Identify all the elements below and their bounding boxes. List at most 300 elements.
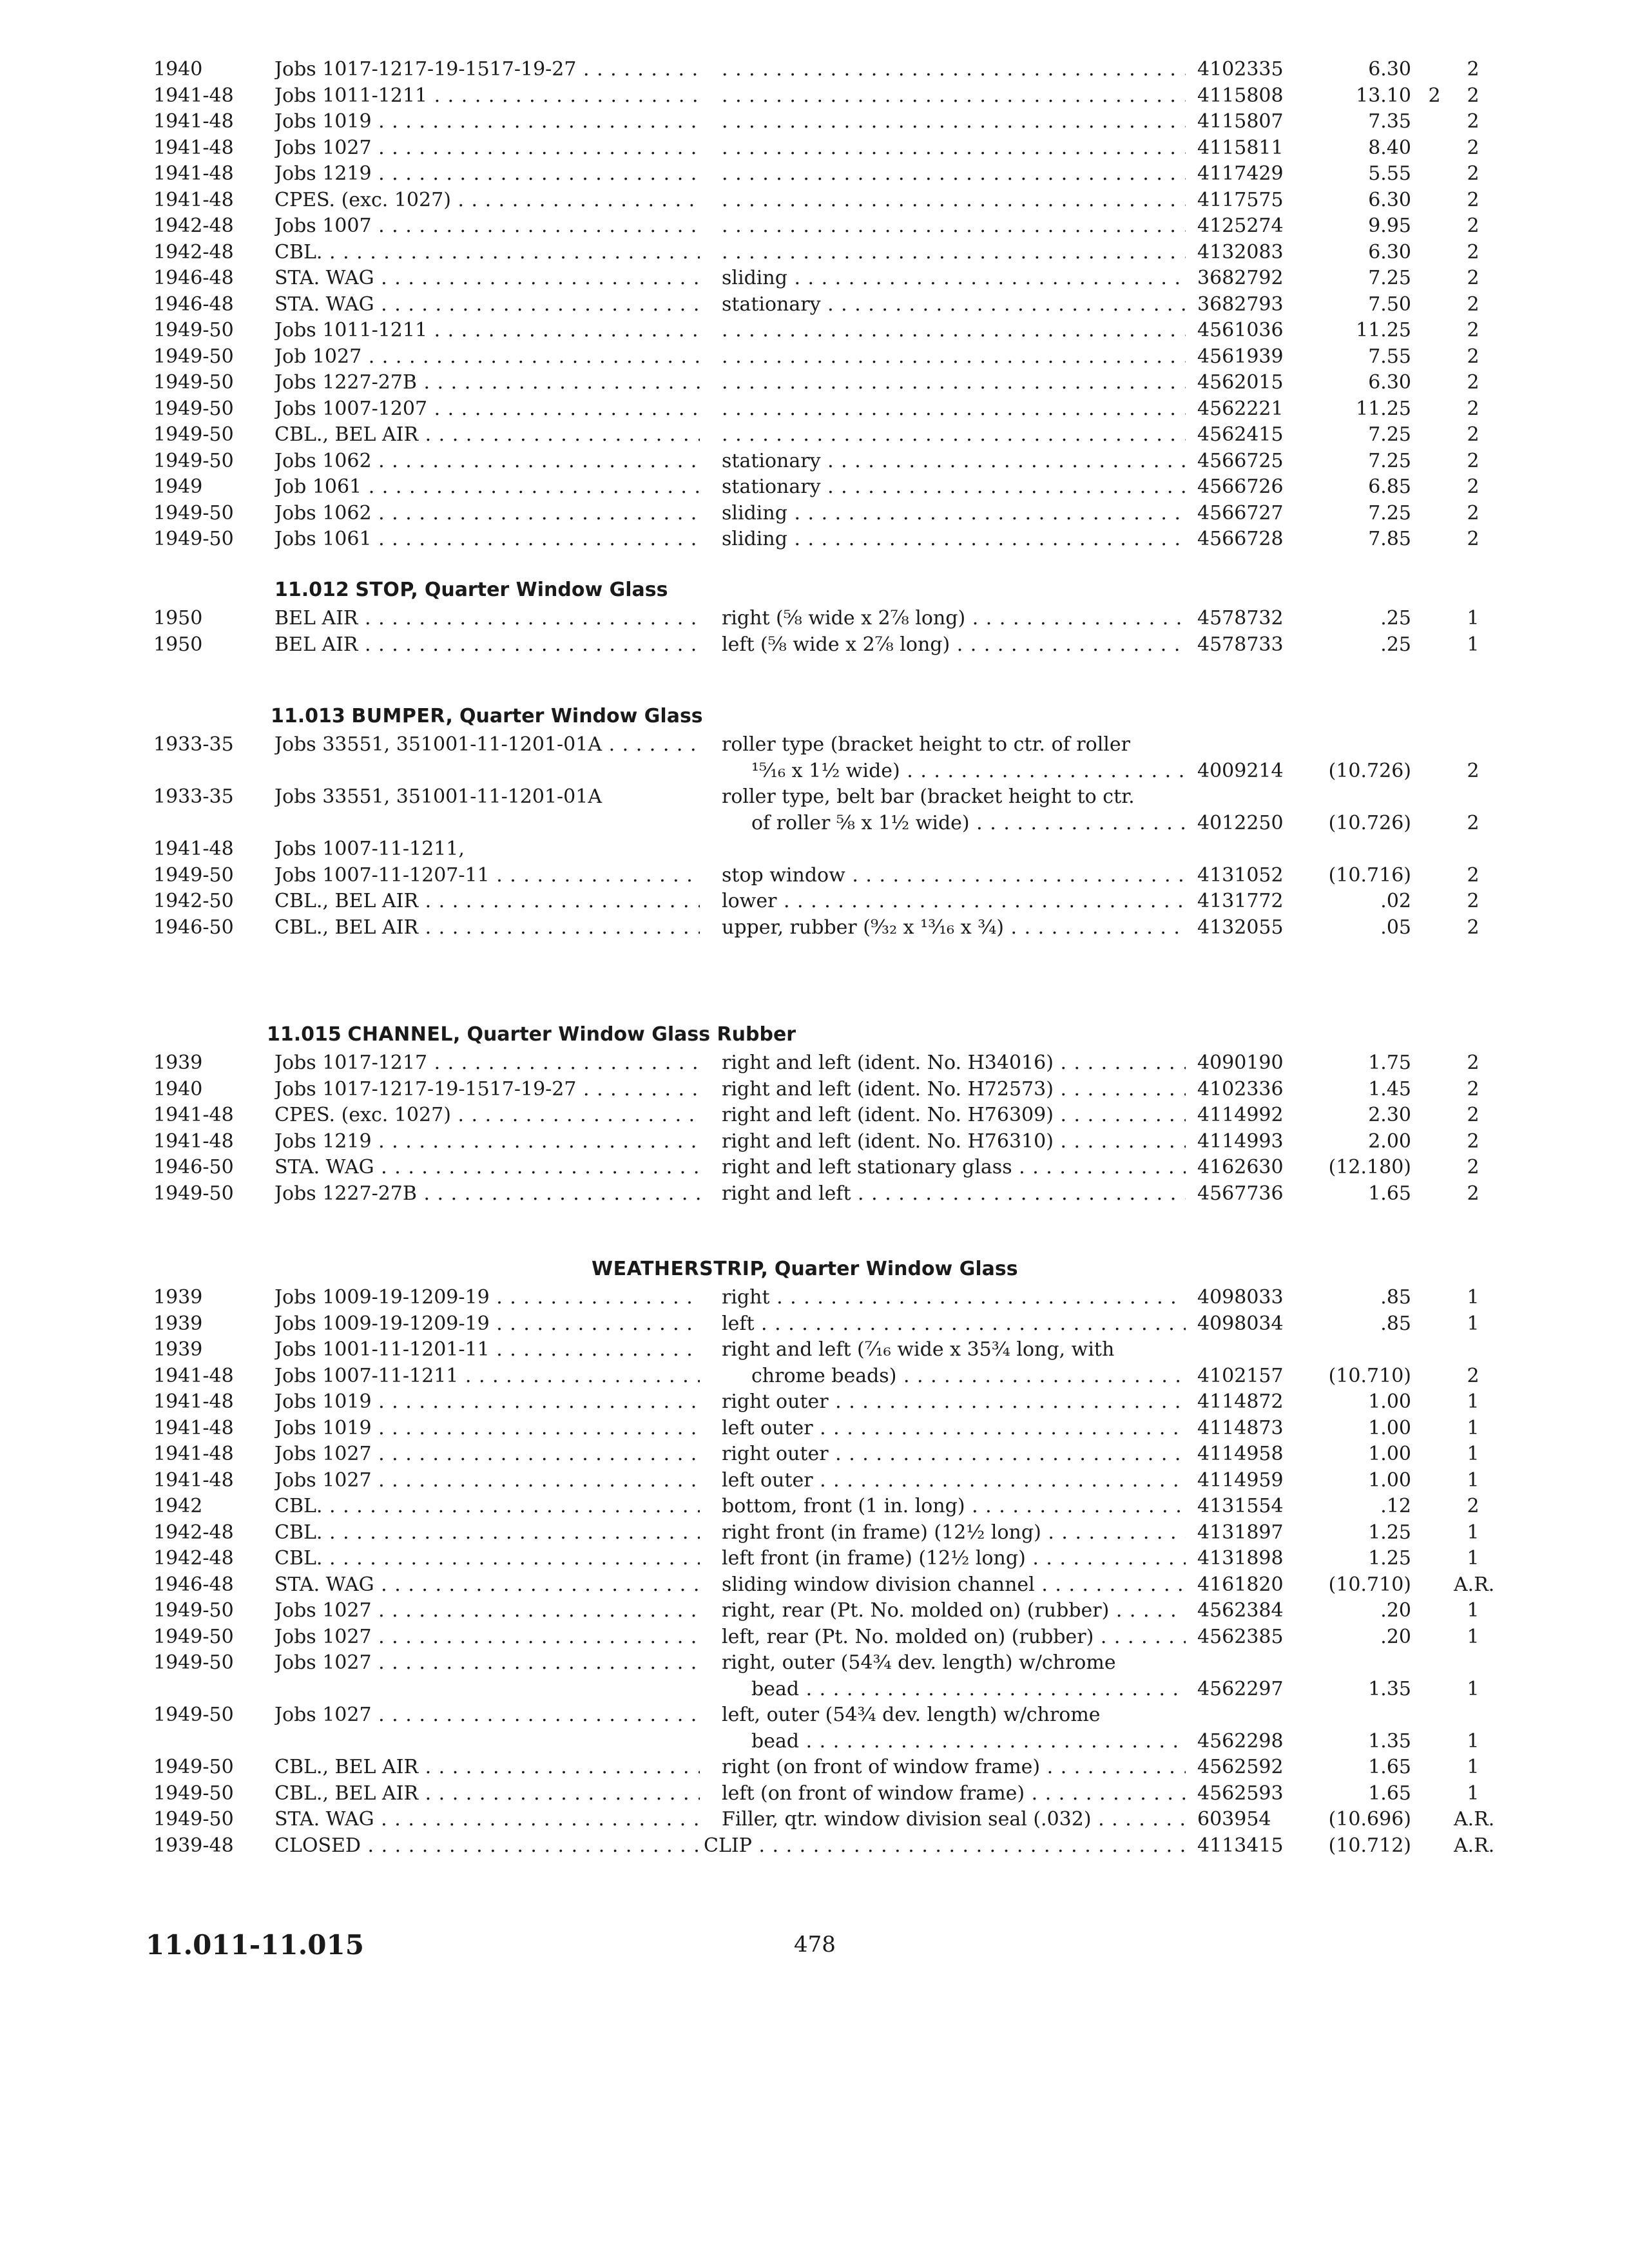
description-cell: bottom, front (1 in. long) . . . xyxy=(722,1494,1186,1519)
description-cell: of roller ⅝ x 1½ wide) . . . xyxy=(722,811,1186,836)
year-cell: 1946-50 xyxy=(153,1156,234,1178)
price-cell: 1.00 xyxy=(1368,1390,1411,1413)
jobs-cell: CBL. . . . xyxy=(275,1520,700,1546)
jobs-cell: CBL., BEL AIR . . . xyxy=(275,422,700,448)
description-cell xyxy=(722,318,1186,343)
jobs-cell: CBL. . . . xyxy=(275,1494,700,1519)
part-number-cell: 4162630 xyxy=(1197,1156,1284,1178)
jobs-cell: Jobs 1227-27B . . . xyxy=(275,370,700,396)
quantity-cell: 1 xyxy=(1467,1390,1480,1413)
section-subtitle: Quarter Window Glass xyxy=(459,705,703,727)
description-cell xyxy=(722,396,1186,422)
jobs-cell: Jobs 1219 . . . xyxy=(275,1129,700,1155)
table-row xyxy=(0,1337,1629,1363)
description-cell: right outer . . . xyxy=(722,1389,1186,1415)
table-row xyxy=(0,187,1629,213)
description-cell: sliding . . . xyxy=(722,265,1186,291)
description-cell xyxy=(722,135,1186,161)
quantity-cell: 2 xyxy=(1467,1052,1480,1074)
description-cell xyxy=(722,83,1186,109)
year-cell: 1946-48 xyxy=(153,293,234,316)
description-cell: lower . . . xyxy=(722,889,1186,914)
jobs-cell: BEL AIR . . . xyxy=(275,632,700,658)
price-cell: .25 xyxy=(1380,607,1411,629)
quantity-cell: 2 xyxy=(1467,1495,1480,1517)
part-number-cell: 4562415 xyxy=(1197,423,1284,446)
price-cell: 1.25 xyxy=(1368,1521,1411,1544)
part-number-cell: 4115811 xyxy=(1197,136,1284,159)
jobs-cell: Jobs 1227-27B . . . xyxy=(275,1181,700,1207)
description-cell: bead . . . xyxy=(722,1677,1186,1702)
table-row xyxy=(0,1181,1629,1207)
description-cell: right and left stationary glass . . . xyxy=(722,1155,1186,1180)
price-cell: .05 xyxy=(1380,916,1411,939)
year-cell: 1950 xyxy=(153,633,203,656)
quantity-cell: 1 xyxy=(1467,1599,1480,1622)
quantity-cell: 2 xyxy=(1467,501,1480,524)
part-number-cell: 4566726 xyxy=(1197,476,1284,498)
quantity-cell: 2 xyxy=(1467,188,1480,211)
part-number-cell: 4561939 xyxy=(1197,345,1284,368)
year-cell: 1949 xyxy=(153,476,203,498)
part-number-cell: 4161820 xyxy=(1197,1573,1284,1596)
part-number-cell: 4113415 xyxy=(1197,1834,1284,1857)
part-number-cell: 4562593 xyxy=(1197,1782,1284,1805)
part-number-cell: 4102336 xyxy=(1197,1077,1284,1100)
jobs-cell: STA. WAG . . . xyxy=(275,1807,700,1832)
jobs-cell: Jobs 1027 . . . xyxy=(275,1702,700,1728)
quantity-cell: 2 xyxy=(1467,267,1480,289)
quantity-cell: 1 xyxy=(1467,1443,1480,1465)
table-row xyxy=(0,1389,1629,1415)
price-cell: 7.85 xyxy=(1368,528,1411,550)
year-cell: 1942-48 xyxy=(153,1547,234,1570)
jobs-cell: Jobs 1007 . . . xyxy=(275,213,700,239)
year-cell: 1941-48 xyxy=(153,1104,234,1126)
description-cell: sliding window division channel . . . xyxy=(722,1572,1186,1598)
quantity-cell: A.R. xyxy=(1454,1808,1495,1831)
part-number-cell: 4562015 xyxy=(1197,371,1284,394)
part-number-cell: 4114873 xyxy=(1197,1416,1284,1439)
quantity-cell: A.R. xyxy=(1454,1834,1495,1857)
table-row xyxy=(0,526,1629,552)
year-cell: 1949-50 xyxy=(153,1599,234,1622)
part-number-cell: 4102335 xyxy=(1197,58,1284,81)
table-row xyxy=(0,811,1629,836)
quantity-cell: 2 xyxy=(1467,1182,1480,1205)
price-cell: 1.75 xyxy=(1368,1052,1411,1074)
quantity-cell: 2 xyxy=(1467,1104,1480,1126)
quantity-cell: 2 xyxy=(1467,759,1480,782)
quantity-cell: 1 xyxy=(1467,1547,1480,1570)
quantity-cell: 2 xyxy=(1467,371,1480,394)
quantity-cell: 2 xyxy=(1467,1077,1480,1100)
part-number-cell: 4578732 xyxy=(1197,607,1284,629)
jobs-cell: Jobs 1062 . . . xyxy=(275,448,700,474)
jobs-cell: Jobs 1007-11-1211 . . . xyxy=(275,1363,700,1389)
table-row xyxy=(0,1546,1629,1571)
quantity-cell: 2 xyxy=(1467,84,1480,107)
quantity-cell: 1 xyxy=(1467,1729,1480,1753)
price-cell: .20 xyxy=(1380,1599,1411,1622)
year-cell: 1941-48 xyxy=(153,162,234,185)
part-number-cell: 4117429 xyxy=(1197,162,1284,185)
quantity-cell: 2 xyxy=(1467,528,1480,550)
price-cell: 1.00 xyxy=(1368,1416,1411,1439)
description-cell xyxy=(722,57,1186,82)
table-row xyxy=(0,863,1629,889)
jobs-cell: Jobs 1011-1211 . . . xyxy=(275,318,700,343)
description-cell: stationary . . . xyxy=(722,474,1186,500)
quantity-cell: 2 xyxy=(1467,58,1480,81)
table-row xyxy=(0,240,1629,265)
year-cell: 1941-48 xyxy=(153,110,234,133)
year-cell: 1940 xyxy=(153,58,203,81)
part-number-cell: 4090190 xyxy=(1197,1052,1284,1074)
section-keyword: CHANNEL, xyxy=(347,1023,461,1046)
price-cell: 9.95 xyxy=(1368,215,1411,237)
price-cell: 1.35 xyxy=(1368,1729,1411,1753)
quantity-cell: 1 xyxy=(1467,1416,1480,1439)
table-row xyxy=(0,1754,1629,1780)
year-cell: 1942-48 xyxy=(153,240,234,264)
part-number-cell: 4562384 xyxy=(1197,1599,1284,1622)
year-cell: 1941-48 xyxy=(153,1468,234,1492)
table-row xyxy=(0,1129,1629,1155)
quantity-cell: 2 xyxy=(1467,1364,1480,1387)
description-cell: stationary . . . xyxy=(722,448,1186,474)
description-cell: left front (in frame) (12½ long) . . . xyxy=(722,1546,1186,1571)
quantity-cell: 2 xyxy=(1467,476,1480,498)
quantity-cell: A.R. xyxy=(1454,1573,1495,1596)
section-heading xyxy=(592,1256,1018,1282)
quantity-cell: 2 xyxy=(1467,1156,1480,1178)
year-cell: 1946-48 xyxy=(153,1573,234,1596)
description-cell: left . . . xyxy=(722,1311,1186,1337)
price-cell: (10.726) xyxy=(1328,759,1411,782)
jobs-cell: STA. WAG . . . xyxy=(275,292,700,318)
quantity-cell: 1 xyxy=(1467,1782,1480,1805)
table-row xyxy=(0,1494,1629,1519)
description-cell: chrome beads) . . . xyxy=(722,1363,1186,1389)
table-row xyxy=(0,292,1629,318)
description-cell: Filler, qtr. window division seal (.032) . . . xyxy=(722,1807,1186,1832)
year-cell: 1949-50 xyxy=(153,423,234,446)
section-heading xyxy=(275,577,668,603)
section-keyword: STOP, xyxy=(355,579,419,601)
quantity-alt-cell: 2 xyxy=(1428,84,1441,107)
table-row xyxy=(0,318,1629,343)
description-cell: stop window . . . xyxy=(722,863,1186,889)
section-subtitle: Quarter Window Glass Rubber xyxy=(467,1023,796,1046)
year-cell: 1949-50 xyxy=(153,1782,234,1805)
price-cell: (10.712) xyxy=(1328,1834,1411,1857)
part-number-cell: 4098034 xyxy=(1197,1312,1284,1335)
table-row xyxy=(0,1650,1629,1676)
price-cell: 1.45 xyxy=(1368,1077,1411,1100)
year-cell: 1941-48 xyxy=(153,1129,234,1153)
table-row xyxy=(0,732,1629,758)
year-cell: 1942-48 xyxy=(153,1521,234,1544)
table-row xyxy=(0,396,1629,422)
jobs-cell: Jobs 1007-1207 . . . xyxy=(275,396,700,422)
jobs-cell: CLOSED . . . xyxy=(275,1833,700,1859)
price-cell: 7.35 xyxy=(1368,110,1411,133)
description-cell: bead . . . xyxy=(722,1729,1186,1754)
table-row xyxy=(0,758,1629,784)
part-number-cell: 4131898 xyxy=(1197,1547,1284,1570)
quantity-cell: 2 xyxy=(1467,916,1480,939)
description-cell xyxy=(722,161,1186,187)
part-number-cell: 3682792 xyxy=(1197,267,1284,289)
description-cell xyxy=(722,344,1186,370)
table-row xyxy=(0,501,1629,526)
jobs-cell: Jobs 33551, 351001-11-1201-01A . . . xyxy=(275,732,700,758)
part-number-cell: 4562298 xyxy=(1197,1729,1284,1753)
quantity-cell: 1 xyxy=(1467,1468,1480,1492)
year-cell: 1949-50 xyxy=(153,1182,234,1205)
description-cell: right (⅝ wide x 2⅞ long) . . . xyxy=(722,606,1186,631)
part-number-cell: 4578733 xyxy=(1197,633,1284,656)
table-row xyxy=(0,1807,1629,1832)
part-number-cell: 4132055 xyxy=(1197,916,1284,939)
jobs-cell: CBL., BEL AIR . . . xyxy=(275,915,700,941)
price-cell: 7.50 xyxy=(1368,293,1411,316)
section-keyword: WEATHERSTRIP, xyxy=(592,1258,769,1280)
part-number-cell: 4562221 xyxy=(1197,397,1284,420)
quantity-cell: 1 xyxy=(1467,607,1480,629)
quantity-cell: 1 xyxy=(1467,1521,1480,1544)
description-cell: right . . . xyxy=(722,1285,1186,1311)
year-cell: 1933-35 xyxy=(153,733,234,756)
part-number-cell: 4561036 xyxy=(1197,319,1284,341)
price-cell: .20 xyxy=(1380,1625,1411,1648)
table-row xyxy=(0,784,1629,810)
quantity-cell: 2 xyxy=(1467,162,1480,185)
section-number: 11.015 xyxy=(267,1023,342,1046)
price-cell: 1.65 xyxy=(1368,1782,1411,1805)
jobs-cell: Jobs 1007-11-1211, xyxy=(275,838,465,860)
description-cell: right front (in frame) (12½ long) . . . xyxy=(722,1520,1186,1546)
year-cell: 1939 xyxy=(153,1338,203,1361)
year-cell: 1941-48 xyxy=(153,1364,234,1387)
description-cell: left, outer (54¾ dev. length) w/chrome xyxy=(722,1704,1101,1726)
table-row xyxy=(0,1833,1629,1859)
description-cell: left, rear (Pt. No. molded on) (rubber) . . . xyxy=(722,1624,1186,1650)
description-cell: upper, rubber (⁹⁄₃₂ x ¹³⁄₁₆ x ¾) . . . xyxy=(722,915,1186,941)
description-cell xyxy=(722,109,1186,135)
description-cell: right and left . . . xyxy=(722,1181,1186,1207)
part-number-cell: 4012250 xyxy=(1197,811,1284,834)
jobs-cell: Jobs 1062 . . . xyxy=(275,501,700,526)
price-cell: 7.25 xyxy=(1368,449,1411,472)
table-row xyxy=(0,836,1629,862)
price-cell: 6.30 xyxy=(1368,371,1411,394)
quantity-cell: 2 xyxy=(1467,240,1480,264)
table-row xyxy=(0,448,1629,474)
table-row xyxy=(0,370,1629,396)
year-cell: 1940 xyxy=(153,1077,203,1100)
table-row xyxy=(0,265,1629,291)
year-cell: 1941-48 xyxy=(153,1390,234,1413)
jobs-cell: Jobs 1219 . . . xyxy=(275,161,700,187)
price-cell: 6.30 xyxy=(1368,240,1411,264)
part-number-cell: 4566727 xyxy=(1197,501,1284,524)
price-cell: (12.180) xyxy=(1328,1156,1411,1178)
year-cell: 1942 xyxy=(153,1495,203,1517)
jobs-cell: CPES. (exc. 1027) . . . xyxy=(275,1102,700,1128)
description-cell: left (on front of window frame) . . . xyxy=(722,1781,1186,1807)
part-number-cell: 4115808 xyxy=(1197,84,1284,107)
quantity-cell: 2 xyxy=(1467,811,1480,834)
jobs-cell: CBL., BEL AIR . . . xyxy=(275,889,700,914)
part-number-cell: 4566728 xyxy=(1197,528,1284,550)
quantity-cell: 1 xyxy=(1467,1677,1480,1700)
table-row xyxy=(0,344,1629,370)
table-row xyxy=(0,1441,1629,1467)
part-number-cell: 4114872 xyxy=(1197,1390,1284,1413)
part-number-cell: 4125274 xyxy=(1197,215,1284,237)
year-cell: 1941-48 xyxy=(153,1443,234,1465)
description-cell: right, rear (Pt. No. molded on) (rubber) . . . xyxy=(722,1598,1186,1624)
jobs-cell: Jobs 1027 . . . xyxy=(275,135,700,161)
year-cell: 1949-50 xyxy=(153,528,234,550)
year-cell: 1939 xyxy=(153,1312,203,1335)
part-number-cell: 4114993 xyxy=(1197,1129,1284,1153)
year-cell: 1949-50 xyxy=(153,345,234,368)
description-cell: roller type (bracket height to ctr. of roller xyxy=(722,733,1130,756)
description-cell: stationary . . . xyxy=(722,292,1186,318)
table-row xyxy=(0,474,1629,500)
description-cell: right outer . . . xyxy=(722,1441,1186,1467)
year-cell: 1949-50 xyxy=(153,397,234,420)
part-number-cell: 4102157 xyxy=(1197,1364,1284,1387)
description-cell: left outer . . . xyxy=(722,1468,1186,1494)
table-row xyxy=(0,1677,1629,1702)
price-cell: (10.716) xyxy=(1328,863,1411,887)
table-row xyxy=(0,83,1629,109)
jobs-cell: BEL AIR . . . xyxy=(275,606,700,631)
year-cell: 1949-50 xyxy=(153,1756,234,1778)
jobs-cell: Jobs 1019 . . . xyxy=(275,1389,700,1415)
year-cell: 1949-50 xyxy=(153,501,234,524)
part-number-cell: 4131052 xyxy=(1197,863,1284,887)
price-cell: 11.25 xyxy=(1356,397,1411,420)
price-cell: 7.25 xyxy=(1368,267,1411,289)
description-cell: right and left (⁷⁄₁₆ wide x 35¾ long, with xyxy=(722,1338,1115,1361)
table-row xyxy=(0,1077,1629,1102)
price-cell: 8.40 xyxy=(1368,136,1411,159)
year-cell: 1949-50 xyxy=(153,1704,234,1726)
description-cell: ¹⁵⁄₁₆ x 1½ wide) . . . xyxy=(722,758,1186,784)
table-row xyxy=(0,606,1629,631)
year-cell: 1941-48 xyxy=(153,1416,234,1439)
jobs-cell: CPES. (exc. 1027) . . . xyxy=(275,187,700,213)
price-cell: 1.00 xyxy=(1368,1468,1411,1492)
table-row xyxy=(0,1520,1629,1546)
table-row xyxy=(0,1050,1629,1076)
quantity-cell: 2 xyxy=(1467,863,1480,887)
year-cell: 1949-50 xyxy=(153,449,234,472)
part-number-cell: 4131772 xyxy=(1197,890,1284,912)
part-number-cell: 4131554 xyxy=(1197,1495,1284,1517)
quantity-cell: 1 xyxy=(1467,1286,1480,1309)
jobs-cell: Jobs 1017-1217-19-1517-19-27 . . . xyxy=(275,57,700,82)
jobs-cell: Jobs 1027 . . . xyxy=(275,1598,700,1624)
part-number-cell: 4562297 xyxy=(1197,1677,1284,1700)
section-number: 11.012 xyxy=(275,579,349,601)
table-row xyxy=(0,1285,1629,1311)
jobs-cell: Job 1061 . . . xyxy=(275,474,700,500)
part-number-cell: 603954 xyxy=(1197,1808,1271,1831)
description-cell xyxy=(722,370,1186,396)
price-cell: 7.55 xyxy=(1368,345,1411,368)
jobs-cell: CBL., BEL AIR . . . xyxy=(275,1754,700,1780)
price-cell: 2.30 xyxy=(1368,1104,1411,1126)
price-cell: (10.726) xyxy=(1328,811,1411,834)
quantity-cell: 2 xyxy=(1467,293,1480,316)
year-cell: 1933-35 xyxy=(153,785,234,808)
quantity-cell: 2 xyxy=(1467,1129,1480,1153)
table-row xyxy=(0,1572,1629,1598)
price-cell: .85 xyxy=(1380,1312,1411,1335)
table-row xyxy=(0,915,1629,941)
jobs-cell: CBL. . . . xyxy=(275,240,700,265)
part-number-cell: 4117575 xyxy=(1197,188,1284,211)
quantity-cell: 1 xyxy=(1467,1756,1480,1778)
quantity-cell: 2 xyxy=(1467,136,1480,159)
part-number-cell: 4114992 xyxy=(1197,1104,1284,1126)
part-number-cell: 4115807 xyxy=(1197,110,1284,133)
description-cell: right and left (ident. No. H34016) . . . xyxy=(722,1050,1186,1076)
footer-section-range: 11.011-11.015 xyxy=(146,1929,364,1961)
year-cell: 1950 xyxy=(153,607,203,629)
description-cell: sliding . . . xyxy=(722,526,1186,552)
table-row xyxy=(0,889,1629,914)
part-number-cell: 4098033 xyxy=(1197,1286,1284,1309)
jobs-cell: Jobs 1007-11-1207-11 . . . xyxy=(275,863,700,889)
quantity-cell: 2 xyxy=(1467,345,1480,368)
jobs-cell: STA. WAG . . . xyxy=(275,265,700,291)
year-cell: 1942-50 xyxy=(153,890,234,912)
price-cell: 1.25 xyxy=(1368,1547,1411,1570)
quantity-cell: 2 xyxy=(1467,449,1480,472)
price-cell: .12 xyxy=(1380,1495,1411,1517)
description-cell: right (on front of window frame) . . . xyxy=(722,1754,1186,1780)
year-cell: 1949-50 xyxy=(153,371,234,394)
price-cell: 6.85 xyxy=(1368,476,1411,498)
description-cell: right and left (ident. No. H76310) . . . xyxy=(722,1129,1186,1155)
year-cell: 1939 xyxy=(153,1052,203,1074)
quantity-cell: 1 xyxy=(1467,633,1480,656)
price-cell: 5.55 xyxy=(1368,162,1411,185)
description-cell: right, outer (54¾ dev. length) w/chrome xyxy=(722,1651,1116,1674)
part-number-cell: 4567736 xyxy=(1197,1182,1284,1205)
jobs-cell: Jobs 1061 . . . xyxy=(275,526,700,552)
jobs-cell: Jobs 1027 . . . xyxy=(275,1468,700,1494)
jobs-cell: Jobs 1027 . . . xyxy=(275,1624,700,1650)
jobs-cell: Jobs 1009-19-1209-19 . . . xyxy=(275,1285,700,1311)
year-cell: 1941-48 xyxy=(153,188,234,211)
quantity-cell: 2 xyxy=(1467,423,1480,446)
price-cell: 6.30 xyxy=(1368,188,1411,211)
footer-page-number: 478 xyxy=(794,1932,836,1957)
description-cell: left (⅝ wide x 2⅞ long) . . . xyxy=(722,632,1186,658)
table-row xyxy=(0,1624,1629,1650)
table-row xyxy=(0,632,1629,658)
description-cell: left outer . . . xyxy=(722,1416,1186,1441)
price-cell: 1.65 xyxy=(1368,1182,1411,1205)
